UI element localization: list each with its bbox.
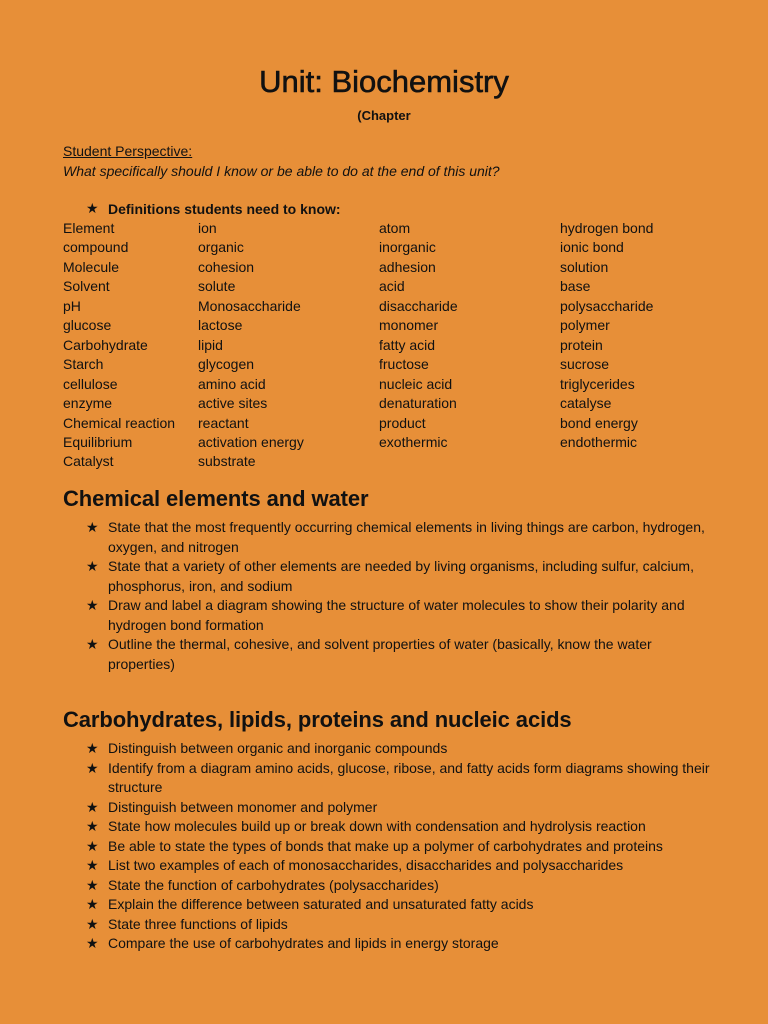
definition-term: Carbohydrate xyxy=(63,336,148,353)
definition-term: ion xyxy=(198,220,217,236)
perspective-label: Student Perspective: xyxy=(63,143,193,159)
definitions-heading xyxy=(86,200,341,217)
objective-text: Identify from a diagram amino acids, glucose, ribose, and fatty acids form diagrams showing their structure xyxy=(108,759,710,795)
objective-text: State that a variety of other elements are needed by living organisms, including sulfur, calcium, phosphorus, iron, and sodium xyxy=(108,558,694,594)
star-bullet-icon: ★ xyxy=(86,915,99,932)
star-bullet-icon: ★ xyxy=(86,200,99,216)
terms-column xyxy=(379,219,458,452)
definition-term: amino acid xyxy=(198,375,266,392)
objective-item xyxy=(86,856,713,876)
section-macromolecules xyxy=(63,707,713,954)
star-bullet-icon: ★ xyxy=(86,857,99,873)
star-bullet-icon: ★ xyxy=(86,597,99,613)
definition-term: fructose xyxy=(379,356,429,373)
objective-item xyxy=(86,876,713,896)
definition-term: activation energy xyxy=(198,433,304,450)
definition-term: active sites xyxy=(198,395,268,412)
definition-term: disaccharide xyxy=(379,297,458,314)
star-bullet-icon: ★ xyxy=(86,798,99,815)
objective-text: Outline the thermal, cohesive, and solvent properties of water (basically, know the water properties) xyxy=(108,636,652,672)
definition-term: Catalyst xyxy=(63,453,114,470)
chapter-subtitle: (Chapter xyxy=(357,108,411,123)
definition-term: base xyxy=(560,278,591,295)
definition-term: Molecule xyxy=(63,258,120,275)
objective-item xyxy=(86,518,713,557)
definition-term: triglycerides xyxy=(560,375,635,392)
objective-text: State three functions of lipids xyxy=(108,915,288,932)
definitions-heading-text: Definitions students need to know: xyxy=(108,200,341,217)
terms-column xyxy=(198,219,304,472)
definition-term: product xyxy=(379,414,426,431)
star-bullet-icon: ★ xyxy=(86,519,99,535)
definition-term: pH xyxy=(63,297,81,314)
definition-term: monomer xyxy=(379,317,439,334)
definition-term: Element xyxy=(63,220,115,236)
objective-text: Distinguish between monomer and polymer xyxy=(108,798,378,815)
terms-column xyxy=(63,219,175,472)
definition-term: solute xyxy=(198,278,236,295)
definition-term: Equilibrium xyxy=(63,433,133,450)
definition-term: inorganic xyxy=(379,239,436,256)
objective-text: State that the most frequently occurring chemical elements in living things are carbon, hydrogen, oxygen, and nitrogen xyxy=(108,519,705,555)
definition-term: endothermic xyxy=(560,433,638,450)
objective-item xyxy=(86,759,713,798)
star-bullet-icon: ★ xyxy=(86,837,99,854)
definition-term: Solvent xyxy=(63,278,110,295)
objective-item xyxy=(86,596,713,635)
definition-term: lipid xyxy=(198,336,223,353)
definition-term: exothermic xyxy=(379,433,448,450)
objective-item xyxy=(86,895,713,915)
star-bullet-icon: ★ xyxy=(86,818,99,834)
definition-term: hydrogen bond xyxy=(560,220,654,236)
definition-term: Starch xyxy=(63,356,104,373)
definition-term: glucose xyxy=(63,317,112,334)
definition-term: acid xyxy=(379,278,405,295)
definition-term: Monosaccharide xyxy=(198,297,301,314)
objective-text: State how molecules build up or break down with condensation and hydrolysis reaction xyxy=(108,818,646,834)
definition-term: polysaccharide xyxy=(560,297,654,314)
objective-item xyxy=(86,934,713,954)
definition-term: glycogen xyxy=(198,356,255,373)
definition-term: polymer xyxy=(560,317,610,334)
objective-item xyxy=(86,557,713,596)
objective-text: Explain the difference between saturated and unsaturated fatty acids xyxy=(108,896,534,912)
definition-term: denaturation xyxy=(379,395,457,412)
star-bullet-icon: ★ xyxy=(86,740,99,756)
definition-term: fatty acid xyxy=(379,336,436,353)
objective-text: Be able to state the types of bonds that make up a polymer of carbohydrates and proteins xyxy=(108,837,663,854)
section-chemical-elements xyxy=(63,486,713,674)
definition-term: Chemical reaction xyxy=(63,414,176,431)
definition-term: ionic bond xyxy=(560,239,624,256)
objective-list xyxy=(63,739,713,954)
star-bullet-icon: ★ xyxy=(86,876,99,893)
section-heading: Carbohydrates, lipids, proteins and nucleic acids xyxy=(63,707,572,732)
objective-item xyxy=(86,915,713,935)
definition-term: sucrose xyxy=(560,356,610,373)
definition-term: atom xyxy=(379,220,411,236)
star-bullet-icon: ★ xyxy=(86,558,99,574)
objective-text: List two examples of each of monosaccharides, disaccharides and polysaccharides xyxy=(108,857,624,873)
star-bullet-icon: ★ xyxy=(86,896,99,912)
definition-term: adhesion xyxy=(379,258,436,275)
objective-text: Draw and label a diagram showing the structure of water molecules to show their polarity and hydrogen bond formation xyxy=(108,597,685,633)
definition-term: nucleic acid xyxy=(379,375,453,392)
definition-term: reactant xyxy=(198,414,249,431)
definition-term: protein xyxy=(560,336,603,353)
definition-term: catalyse xyxy=(560,395,612,412)
star-bullet-icon: ★ xyxy=(86,935,99,951)
objective-list xyxy=(63,518,713,674)
objective-item xyxy=(86,739,713,759)
definition-term: enzyme xyxy=(63,395,113,412)
student-perspective xyxy=(63,142,500,181)
objective-item xyxy=(86,635,713,674)
definition-term: cohesion xyxy=(198,258,255,275)
definition-term: substrate xyxy=(198,453,256,470)
definition-term: organic xyxy=(198,239,244,256)
section-heading: Chemical elements and water xyxy=(63,486,369,511)
terms-column xyxy=(560,219,653,452)
definition-term: cellulose xyxy=(63,375,118,392)
perspective-question: What specifically should I know or be able to do at the end of this unit? xyxy=(63,162,500,179)
definition-term: lactose xyxy=(198,317,243,334)
objective-text: State the function of carbohydrates (polysaccharides) xyxy=(108,876,439,893)
objective-item xyxy=(86,798,713,818)
star-bullet-icon: ★ xyxy=(86,636,99,652)
page-title: Unit: Biochemistry xyxy=(259,64,509,99)
star-bullet-icon: ★ xyxy=(86,759,99,776)
objective-text: Compare the use of carbohydrates and lipids in energy storage xyxy=(108,935,499,951)
objective-text: Distinguish between organic and inorganic compounds xyxy=(108,740,448,756)
definition-term: compound xyxy=(63,239,129,256)
objective-item xyxy=(86,817,713,837)
definition-term: bond energy xyxy=(560,414,638,431)
definition-term: solution xyxy=(560,258,609,275)
objective-item xyxy=(86,837,713,857)
